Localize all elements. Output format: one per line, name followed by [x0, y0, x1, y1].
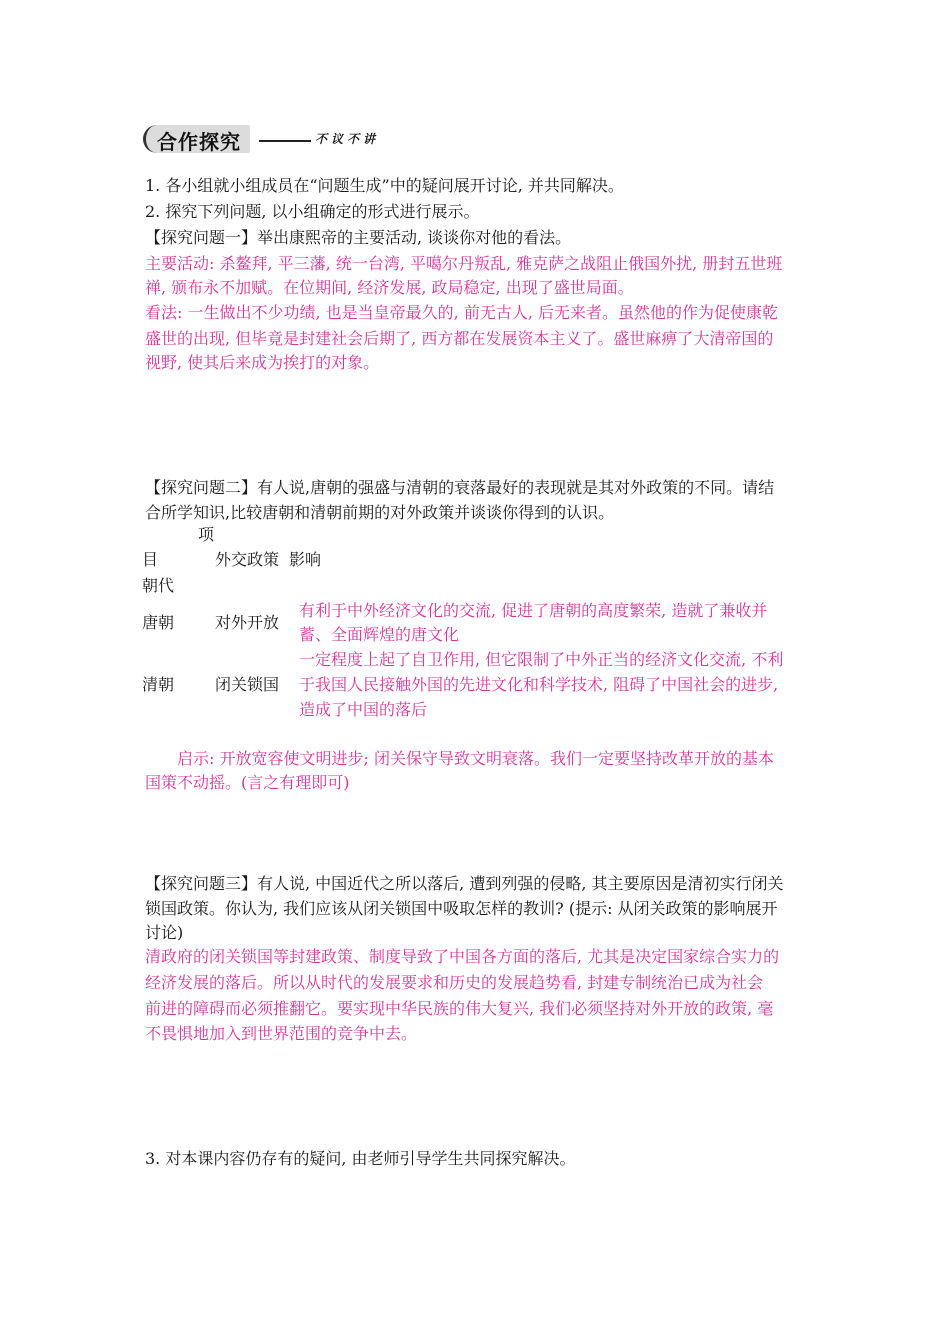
- table-row-policy: 闭关锁国: [215, 675, 280, 694]
- intro-line-1: 1. 各小组就小组成员在“问题生成”中的疑问展开讨论, 并共同解决。: [145, 176, 624, 195]
- q1-opinion-line: 看法: 一生做出不少功绩, 也是当皇帝最久的, 前无古人, 后无来者。虽然他的作为促使康乾: [145, 303, 778, 322]
- table-row-dynasty: 唐朝: [142, 613, 175, 632]
- q2-insight-line: 国策不动摇。(言之有理即可): [145, 773, 350, 792]
- table-row-dynasty: 清朝: [142, 675, 175, 694]
- q3-question-line: 【探究问题三】有人说, 中国近代之所以落后, 遭到列强的侵略, 其主要原因是清初实行闭关: [145, 874, 784, 893]
- header-dash-divider: [259, 140, 311, 142]
- table-row-impact-line: 有利于中外经济文化的交流, 促进了唐朝的高度繁荣, 造就了兼收并: [299, 601, 768, 620]
- table-row-policy: 对外开放: [215, 613, 280, 632]
- q3-answer-line: 前进的障碍而必须推翻它。要实现中华民族的伟大复兴, 我们必须坚持对外开放的政策, 毫: [145, 999, 774, 1018]
- intro-line-2: 2. 探究下列问题, 以小组确定的形式进行展示。: [145, 202, 480, 221]
- q2-question-line: 【探究问题二】有人说,唐朝的强盛与清朝的衰落最好的表现就是其对外政策的不同。请结: [145, 478, 775, 497]
- q1-question: 【探究问题一】举出康熙帝的主要活动, 谈谈你对他的看法。: [145, 228, 572, 247]
- section-header: [143, 122, 383, 158]
- table-corner-item: 项: [198, 525, 215, 544]
- closing-line-3: 3. 对本课内容仍存有的疑问, 由老师引导学生共同探究解决。: [145, 1149, 576, 1168]
- q1-opinion-line: 视野, 使其后来成为挨打的对象。: [145, 353, 380, 372]
- q3-question-line: 讨论): [145, 923, 184, 942]
- q1-activities-line: 主要活动: 杀鳌拜, 平三藩, 统一台湾, 平噶尔丹叛乱, 雅克萨之战阻止俄国外扰, 册封五世班: [145, 254, 783, 273]
- q1-activities-line: 禅, 颁布永不加赋。在位期间, 经济发展, 政局稳定, 出现了盛世局面。: [145, 278, 634, 297]
- table-row-impact-line: 造成了中国的落后: [299, 700, 428, 719]
- q2-question-line: 合所学知识,比较唐朝和清朝前期的对外政策并谈谈你得到的认识。: [145, 503, 615, 522]
- q3-answer-line: 不畏惧地加入到世界范围的竞争中去。: [145, 1024, 418, 1043]
- q3-answer-line: 经济发展的落后。所以从时代的发展要求和历史的发展趋势看, 封建专制统治已成为社会: [145, 973, 764, 992]
- q1-opinion-line: 盛世的出现, 但毕竟是封建社会后期了, 西方都在发展资本主义了。盛世麻痹了大清帝国的: [145, 329, 774, 348]
- section-subtitle: 不议不讲: [315, 132, 380, 146]
- q2-insight-line: 启示: 开放宽容使文明进步; 闭关保守导致文明衰落。我们一定要坚持改革开放的基本: [177, 749, 774, 768]
- table-row-impact-line: 于我国人民接触外国的先进文化和科学技术, 阻碍了中国社会的进步,: [299, 675, 779, 694]
- table-header-policy: 外交政策: [215, 550, 280, 569]
- table-corner-mu: 目: [142, 550, 159, 569]
- table-header-impact: 影响: [289, 550, 322, 569]
- section-title: 合作探究: [157, 130, 241, 154]
- table-row-impact-line: 一定程度上起了自卫作用, 但它限制了中外正当的经济文化交流, 不利: [299, 650, 784, 669]
- q3-answer-line: 清政府的闭关锁国等封建政策、制度导致了中国各方面的落后, 尤其是决定国家综合实力的: [145, 947, 780, 966]
- q3-question-line: 锁国政策。你认为, 我们应该从闭关锁国中吸取怎样的教训? (提示: 从闭关政策的影响展开: [145, 899, 778, 918]
- table-row-impact-line: 蓄、全面辉煌的唐文化: [299, 625, 460, 644]
- table-corner-dynasty: 朝代: [142, 576, 175, 595]
